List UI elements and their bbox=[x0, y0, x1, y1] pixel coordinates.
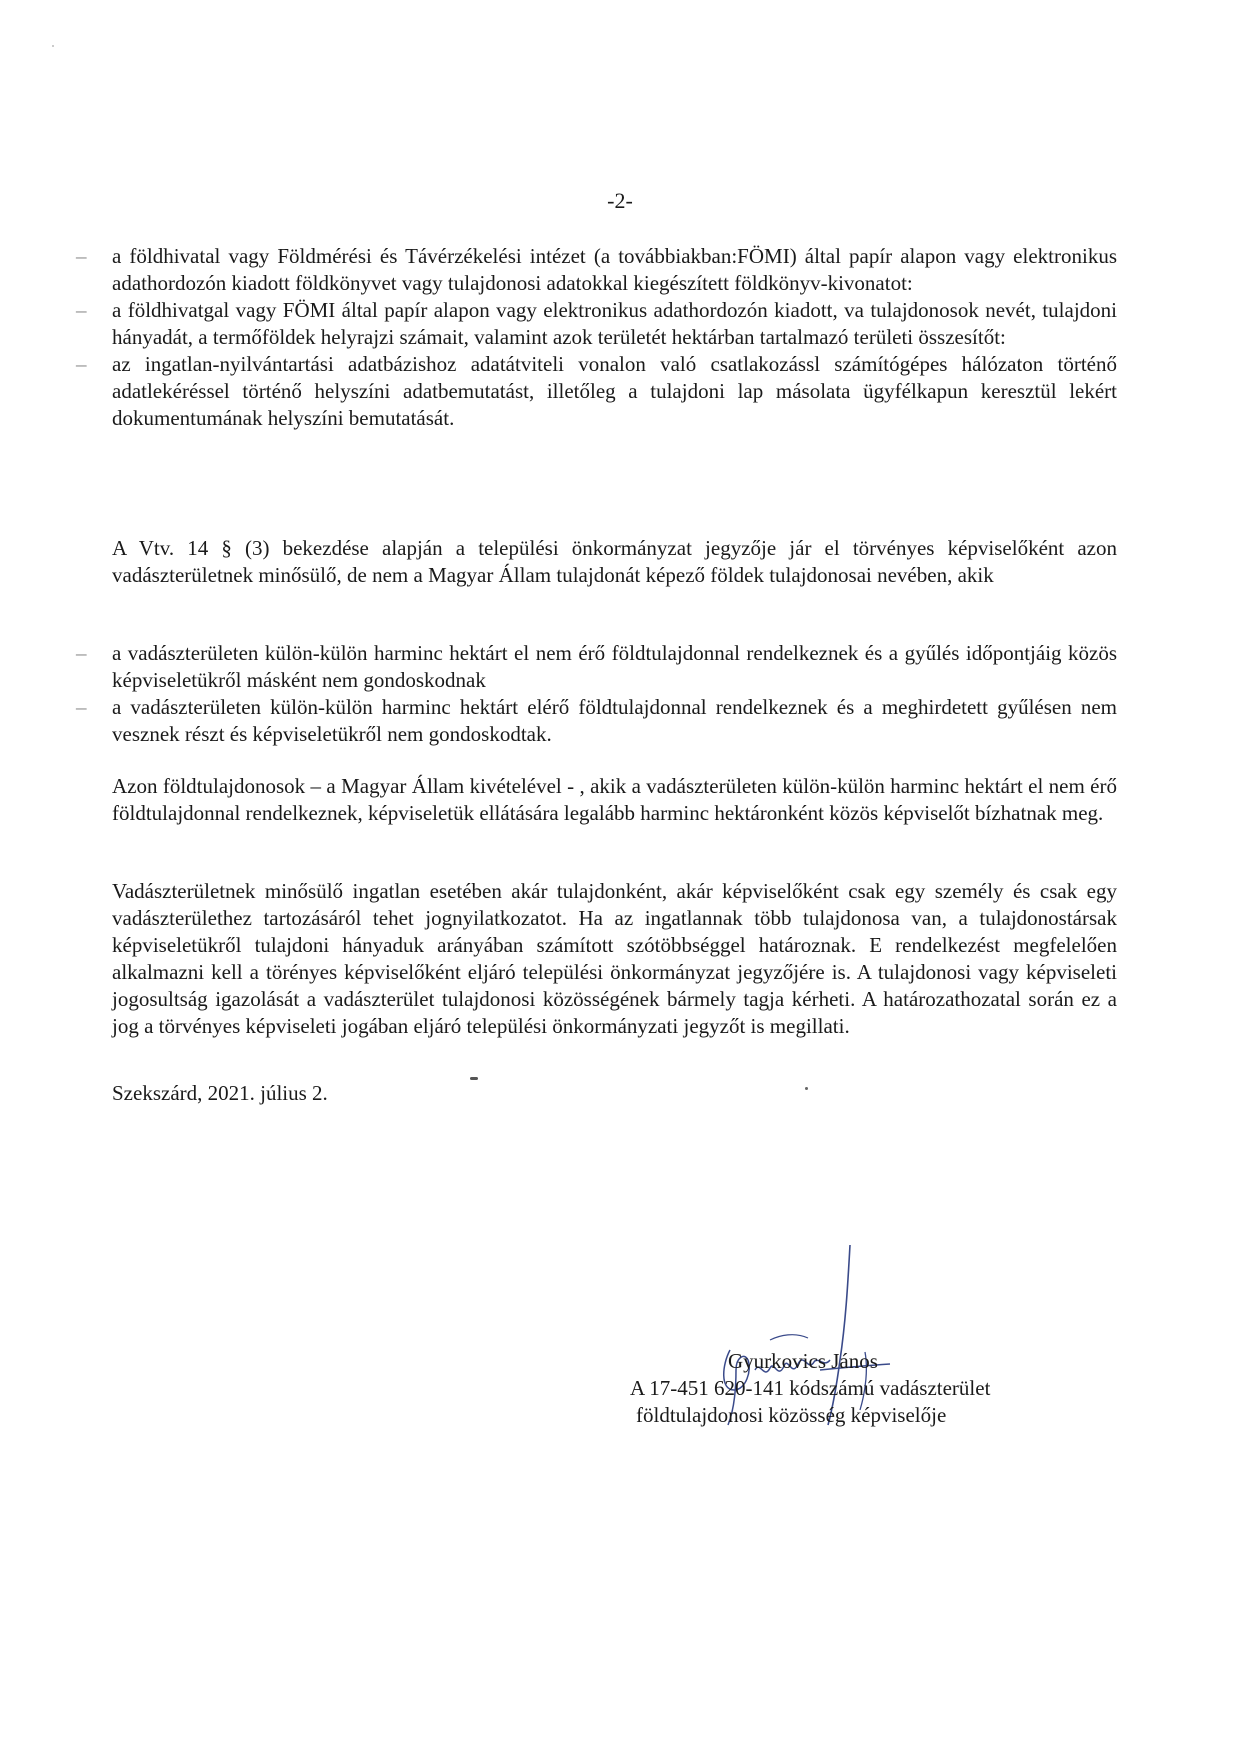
date-line: Szekszárd, 2021. július 2. bbox=[112, 1081, 328, 1105]
scan-speck bbox=[52, 45, 54, 47]
paragraph-hunting-area: Vadászterületnek minősülő ingatlan esetében akár tulajdonként, akár képviselőként csak egy személy és csak egy vadászterülethez tartozásáról tehet jognyilatkozatot. Ha az ingatlannak több tulajdonosa van, a tulajdonostársak képviseletükről tulajdoni hányaduk arányában számított szótöbbséggel határoznak. E rendelkezést megfelelően alkalmazni kell a törényes képviselőként eljáró települési önkormányzat jegyzőjére is. A tulajdonosi vagy képviseleti jogosultság igazolását a vadászterület tulajdonosi közösségének bármely tagja kérheti. A határozathozatal során ez a jog a törvényes képviseleti jogában eljáró települési önkormányzati jegyzőt is megillati. bbox=[112, 879, 1117, 1038]
dash-bullet-icon: – bbox=[76, 298, 87, 322]
dash-bullet-icon: – bbox=[76, 244, 87, 268]
dash-bullet-icon: – bbox=[76, 695, 87, 719]
signatory-organization: földtulajdonosi közösség képviselője bbox=[636, 1403, 947, 1427]
list-item bbox=[32, 640, 1117, 694]
owners-list bbox=[76, 640, 1117, 748]
scan-speck bbox=[805, 1087, 808, 1090]
paragraph-owners: Azon földtulajdonosok – a Magyar Állam kivételével - , akik a vadászterületen külön-külön harminc hektárt el nem érő földtulajdonnal rendelkeznek, képviseletük ellátására legalább harminc hektáronként közös képviselőt bízhatnak meg. bbox=[112, 774, 1117, 825]
list-item bbox=[32, 694, 1117, 748]
list-item-text: a földhivatgal vagy FÖMI által papír alapon vagy elektronikus adathordozón kiadott, va tulajdonosok nevét, tulajdoni hányadát, a termőföldek helyrajzi számait, valamint azok területét hektárban tartalmazó területi összesítőt: bbox=[112, 298, 1117, 349]
paragraph-vtv: A Vtv. 14 § (3) bekezdése alapján a települési önkormányzat jegyzője jár el törvényes képviselőként azon vadászterületnek minősülő, de nem a Magyar Állam tulajdonát képező földek tulajdonosai nevében, akik bbox=[112, 536, 1117, 587]
list-item-text: a vadászterületen külön-külön harminc hektárt el nem érő földtulajdonnal rendelkeznek és a gyűlés időpontjáig közös képviseletükről másként nem gondoskodnak bbox=[112, 641, 1117, 692]
list-item-text: a vadászterületen külön-külön harminc hektárt elérő földtulajdonnal rendelkeznek és a meghirdetett gyűlésen nem vesznek részt és képviseletükről nem gondoskodtak. bbox=[112, 695, 1117, 746]
signatory-title: A 17-451 620-141 kódszámú vadászterület bbox=[630, 1376, 991, 1400]
list-item bbox=[32, 297, 1117, 351]
dash-bullet-icon: – bbox=[76, 641, 87, 665]
page-number: -2- bbox=[607, 188, 633, 213]
list-item-text: az ingatlan-nyilvántartási adatbázishoz adatátviteli vonalon való csatlakozássl számítógépes hálózaton történő adatlekéréssel történő helyszíni adatbemutatást, illetőleg a tulajdoni lap másolata ügyfélkapun keresztül lekért dokumentumának helyszíni bemutatását. bbox=[112, 352, 1117, 430]
scan-speck bbox=[470, 1077, 478, 1080]
list-item bbox=[32, 243, 1117, 297]
list-item bbox=[32, 351, 1117, 432]
requirements-list bbox=[76, 243, 1117, 432]
dash-bullet-icon: – bbox=[76, 352, 87, 376]
signatory-name: Gyurkovics János bbox=[728, 1349, 878, 1373]
list-item-text: a földhivatal vagy Földmérési és Távérzékelési intézet (a továbbiakban:FÖMI) által papír alapon vagy elektronikus adathordozón kiadott földkönyvet vagy tulajdonosi adatokkal kiegészített földkönyv-kivonatot: bbox=[112, 244, 1117, 295]
